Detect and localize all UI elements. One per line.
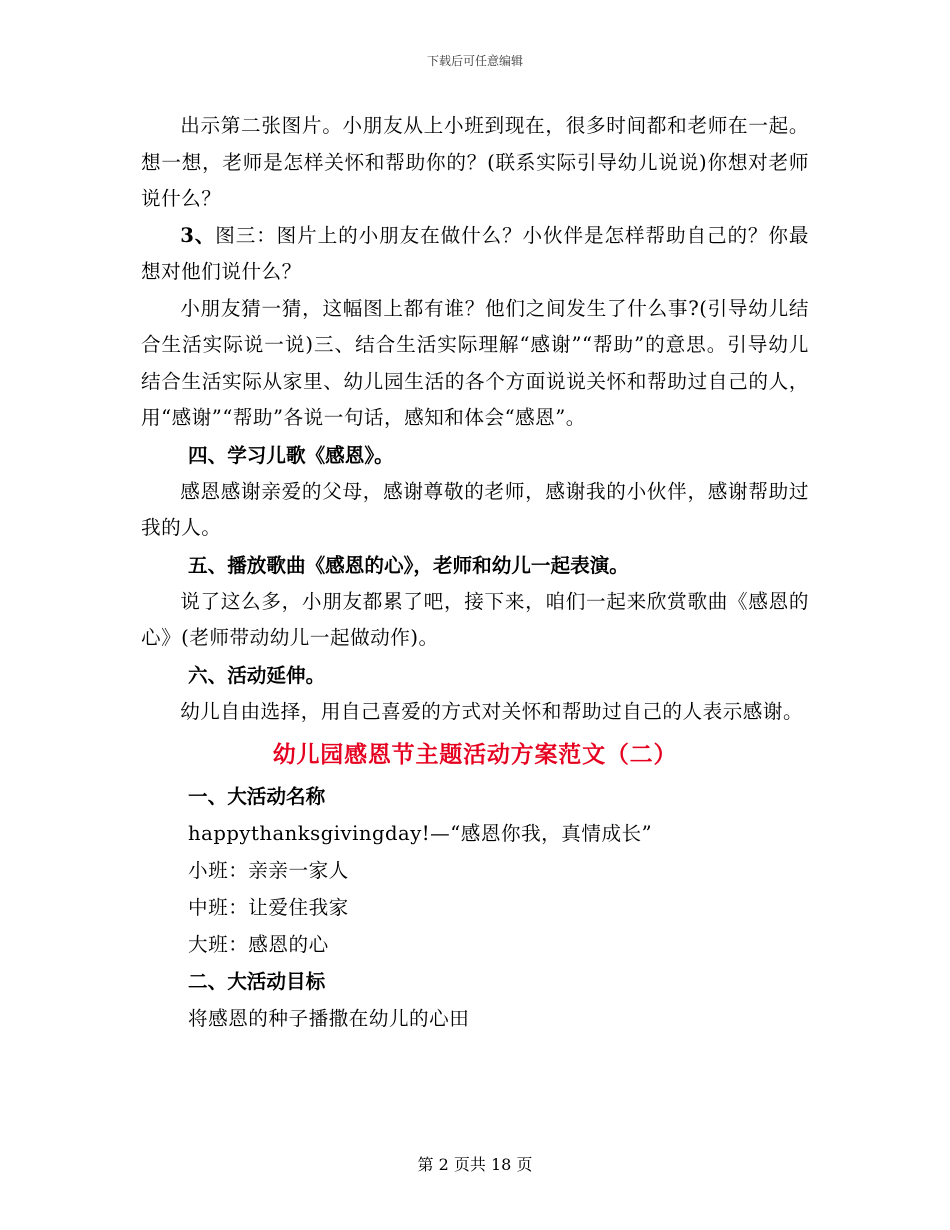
- heading-play-song: 五、播放歌曲《感恩的心》，老师和幼儿一起表演。: [188, 553, 629, 577]
- big-class-line: 大班：感恩的心: [188, 933, 329, 956]
- heading-activity-name: 一、大活动名称: [188, 785, 326, 808]
- activity-name-line: happythanksgivingday!—“感恩你我，真情成长”: [188, 822, 653, 845]
- document-body: [141, 108, 809, 1037]
- paragraph-enjoy-song: 说了这么多，小朋友都累了吧，接下来，咱们一起来欣赏歌曲《感恩的心》(老师带动幼儿一起做动作)。: [141, 589, 809, 649]
- paragraph-guess: 小朋友猜一猜，这幅图上都有谁？他们之间发生了什么事?(引导幼儿结合生活实际说一说)三、结合生活实际理解“感谢”“帮助”的意思。引导幼儿结合生活实际从家里、幼儿园生活的各个方面说说关怀和帮助过自己的人，用“感谢”“帮助”各说一句话，感知和体会“感恩”。: [141, 296, 809, 429]
- small-class-line: 小班：亲亲一家人: [188, 859, 349, 882]
- paragraph-picture-two: 出示第二张图片。小朋友从上小班到现在，很多时间都和老师在一起。想一想，老师是怎样关怀和帮助你的？(联系实际引导幼儿说说)你想对老师说什么？: [141, 114, 809, 210]
- paragraph-song-lyrics: 感恩感谢亲爱的父母，感谢尊敬的老师，感谢我的小伙伴，感谢帮助过我的人。: [141, 479, 809, 539]
- paragraph-extension: 幼儿自由选择，用自己喜爱的方式对关怀和帮助过自己的人表示感谢。: [180, 699, 804, 723]
- paragraph-picture-three-text: 图三：图片上的小朋友在做什么？小伙伴是怎样帮助自己的？你最想对他们说什么？: [141, 223, 810, 283]
- heading-activity-goal: 二、大活动目标: [188, 970, 326, 993]
- page-footer: 第 2 页共 18 页: [417, 1155, 533, 1174]
- activity-goal-line: 将感恩的种子播撒在幼儿的心田: [188, 1007, 470, 1030]
- page-header: 下载后可任意编辑: [426, 54, 523, 68]
- paragraph-picture-three: [141, 218, 809, 291]
- heading-extension: 六、活动延伸。: [188, 663, 326, 687]
- section-title: 幼儿园感恩节主题活动方案范文（二）: [272, 742, 678, 768]
- item-number: 3、: [180, 223, 216, 247]
- middle-class-line: 中班：让爱住我家: [188, 896, 349, 919]
- heading-learn-song: 四、学习儿歌《感恩》。: [188, 443, 394, 467]
